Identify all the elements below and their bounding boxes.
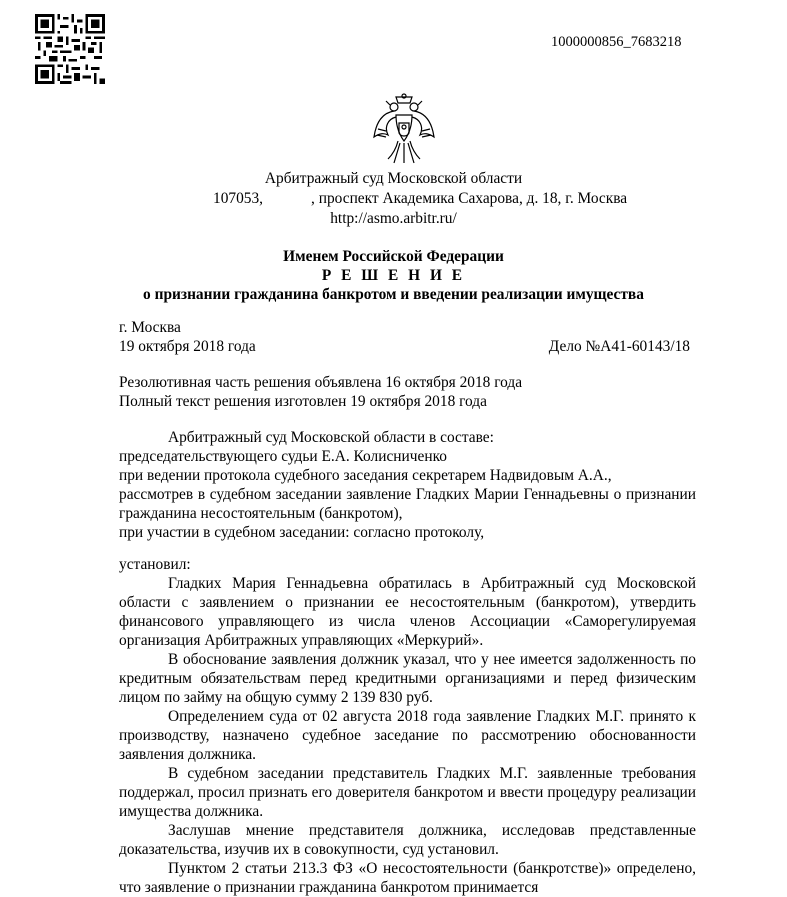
heading-decision-title — [0, 266, 787, 285]
qr-code — [35, 14, 105, 84]
composition-judge: председательствующего судьи Е.А. Колисниченко — [119, 448, 447, 465]
case-number: Дело №А41-60143/18 — [548, 338, 690, 355]
heading-line1: Именем Российской Федерации — [283, 248, 504, 265]
heading-line2: Р Е Ш Е Н И Е — [321, 267, 466, 284]
paragraph: Гладких Мария Геннадьевна обратилась в Арбитражный суд Московской области с заявлением о признании ее несостоятельным (банкротом), утвердить финансового управляющего из числа членов Ассоциации «Саморегулируемая организация Арбитражных управляющих «Меркурий». — [119, 575, 696, 649]
composition-participation: при участии в судебном заседании: согласно протоколу, — [119, 524, 485, 541]
paragraph: Заслушав мнение представителя должника, исследовав представленные доказательства, изучив их в совокупности, суд установил. — [119, 822, 696, 858]
court-street: , проспект Академика Сахарова, д. 18, г. Москва — [311, 190, 628, 207]
place: г. Москва — [119, 319, 181, 336]
paragraph: Пунктом 2 статьи 213.3 ФЗ «О несостоятельности (банкротстве)» определено, что заявление о признании гражданина банкротом принимается — [119, 860, 696, 896]
resolution-announced: Резолютивная часть решения объявлена 16 октября 2018 года — [119, 374, 523, 391]
place-date-block — [119, 318, 696, 356]
paragraph: Определением суда от 02 августа 2018 года заявление Гладких М.Г. принято к производству, назначено судебное заседание по рассмотрению обоснованности заявления должника. — [119, 708, 696, 763]
composition-lead: Арбитражный суд Московской области в составе: — [168, 429, 494, 446]
full-text-prepared: Полный текст решения изготовлен 19 октября 2018 года — [119, 393, 487, 410]
paragraph: В судебном заседании представитель Гладких М.Г. заявленные требования поддержал, просил признать его доверителя банкротом и ввести процедуру реализации имущества должника. — [119, 765, 696, 820]
composition-consideration: рассмотрев в судебном заседании заявление Гладких Марии Геннадьевны о признании гражданина несостоятельным (банкротом), — [119, 486, 696, 522]
composition-block — [119, 428, 696, 542]
coat-of-arms-icon — [372, 93, 436, 165]
announcement-block — [119, 373, 696, 411]
established-label: установил: — [119, 556, 191, 573]
heading-subject: о признании гражданина банкротом и введении реализации имущества — [143, 286, 644, 303]
established-block — [119, 555, 696, 897]
decision-date: 19 октября 2018 года — [119, 338, 256, 355]
paragraph: В обоснование заявления должник указал, что у нее имеется задолженность по кредитным обязательствам перед кредитными организациями и перед физическим лицом по займу на общую сумму 2 139 830 руб. — [119, 651, 696, 706]
court-name: Арбитражный суд Московской области — [264, 170, 523, 187]
court-postcode: 107053, — [213, 190, 264, 207]
document-id: 1000000856_7683218 — [551, 34, 682, 50]
composition-secretary: при ведении протокола судебного заседания секретарем Надвидовым А.А., — [119, 467, 612, 484]
court-address — [213, 189, 627, 208]
court-website-link[interactable]: http://asmo.arbitr.ru/ — [330, 210, 457, 227]
